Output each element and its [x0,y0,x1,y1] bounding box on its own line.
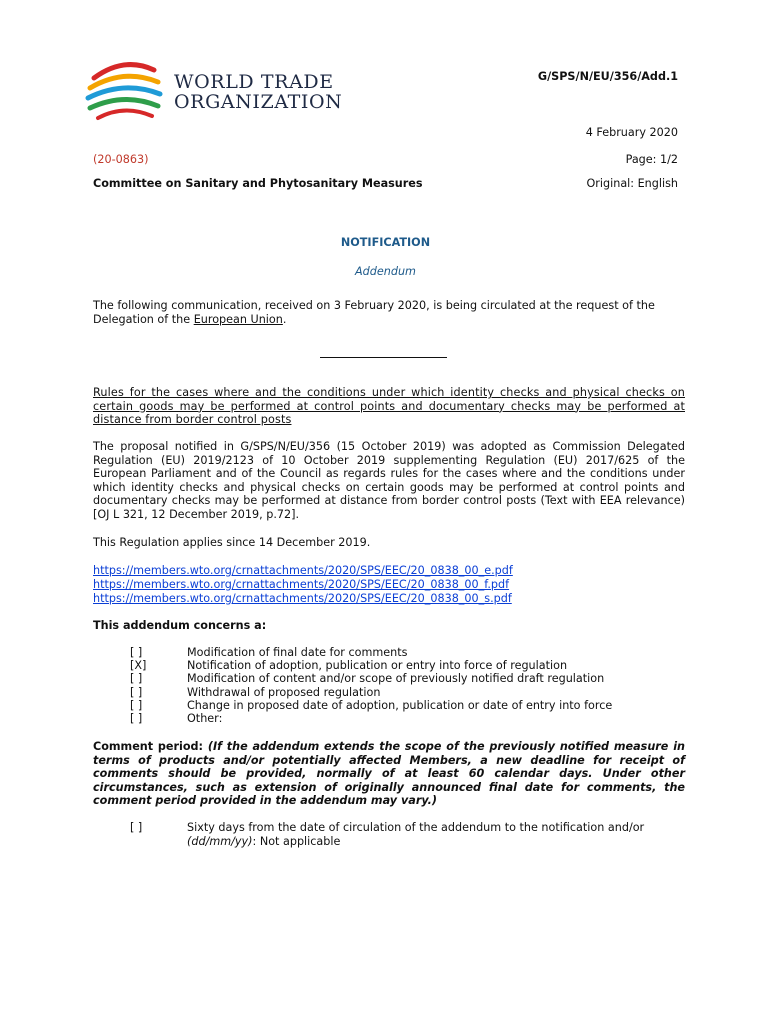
concerns-title: This addendum concerns a: [93,619,267,632]
original-language: Original: English [586,177,678,190]
concern-label: Notification of adoption, publication or entry into force of regulation [187,659,568,672]
checkbox-marker: [ ] [130,699,143,712]
comment-option-box: [ ] [130,821,143,834]
org-name-line2: ORGANIZATION [174,91,343,113]
intro-paragraph [93,299,685,327]
wto-emblem-icon [84,56,170,128]
reference-number: (20-0863) [93,153,149,166]
addendum-subheading: Addendum [355,265,416,278]
concern-item [130,712,690,726]
notification-heading: NOTIFICATION [340,236,431,249]
attachment-links [93,564,685,606]
wto-logo [84,56,344,128]
adoption-paragraph: The proposal notified in G/SPS/N/EU/356 (15 October 2019) was adopted as Commission Delegated Regulation (EU) 2019/2123 of 10 October 2019 supplementing Regulation (EU) 2017/625 of the European Parliament and of the Council as regards rules for the cases where and the conditions under which identity checks and physical checks on certain goods may be performed at control points and documentary checks may be performed at distance from border control posts (Text with EEA relevance) [OJ L 321, 12 December 2019, p.72]. [93,440,685,521]
comment-period-block [93,740,685,808]
comment-period-text: (If the addendum extends the scope of the previously notified measure in terms of products and/or potentially affected Members, a new deadline for receipt of comments should be provided, normally of at least 60 calendar days. Under other circumstances, such as extension of originally announced final date for comments, the comment period provided in the addendum may vary.) [93,740,685,808]
comment-period-label: Comment period: [93,740,204,753]
document-symbol: G/SPS/N/EU/356/Add.1 [537,70,678,83]
checkbox-marker-checked: [X] [130,659,147,672]
committee-name: Committee on Sanitary and Phytosanitary Measures [93,177,423,190]
checkbox-marker: [ ] [130,686,143,699]
concern-item [130,686,690,700]
concern-item [130,699,690,713]
concern-label: Withdrawal of proposed regulation [187,686,381,699]
concern-label: Change in proposed date of adoption, publication or date of entry into force [187,699,613,712]
intro-text: The following communication, received on 3 February 2020, is being circulated at the request of the Delegation of the [93,299,655,326]
concern-item [130,659,690,673]
concern-label: Modification of content and/or scope of previously notified draft regulation [187,672,605,685]
concern-label: Modification of final date for comments [187,646,408,659]
comment-option-text: Sixty days from the date of circulation of the addendum to the notification and/or [187,821,645,834]
link-spanish-pdf[interactable]: https://members.wto.org/crnattachments/2020/SPS/EEC/20_0838_00_s.pdf [93,592,512,605]
regulation-subject-title: Rules for the cases where and the conditions under which identity checks and physical checks on certain goods may be performed at control points and documentary checks may be performed at distance from border control posts [93,386,685,427]
checkbox-marker: [ ] [130,646,143,659]
page-indicator: Page: 1/2 [625,153,678,166]
org-name-line1: WORLD TRADE [174,71,334,93]
concern-label: Other: [187,712,223,725]
document-date: 4 February 2020 [585,126,678,139]
section-divider [320,357,447,358]
concern-item [130,672,690,686]
comment-option [187,821,685,849]
applies-since-text: This Regulation applies since 14 December 2019. [93,536,371,549]
link-french-pdf[interactable]: https://members.wto.org/crnattachments/2020/SPS/EEC/20_0838_00_f.pdf [93,578,510,591]
link-english-pdf[interactable]: https://members.wto.org/crnattachments/2020/SPS/EEC/20_0838_00_e.pdf [93,564,513,577]
wto-wordmark [174,72,342,112]
delegation-name: European Union [193,313,283,326]
checkbox-marker: [ ] [130,712,143,725]
concern-item [130,646,690,660]
comment-option-date-label: (dd/mm/yy) [187,835,253,848]
checkbox-marker: [ ] [130,672,143,685]
intro-end: . [282,313,287,326]
comment-option-date-value: : Not applicable [252,835,341,848]
